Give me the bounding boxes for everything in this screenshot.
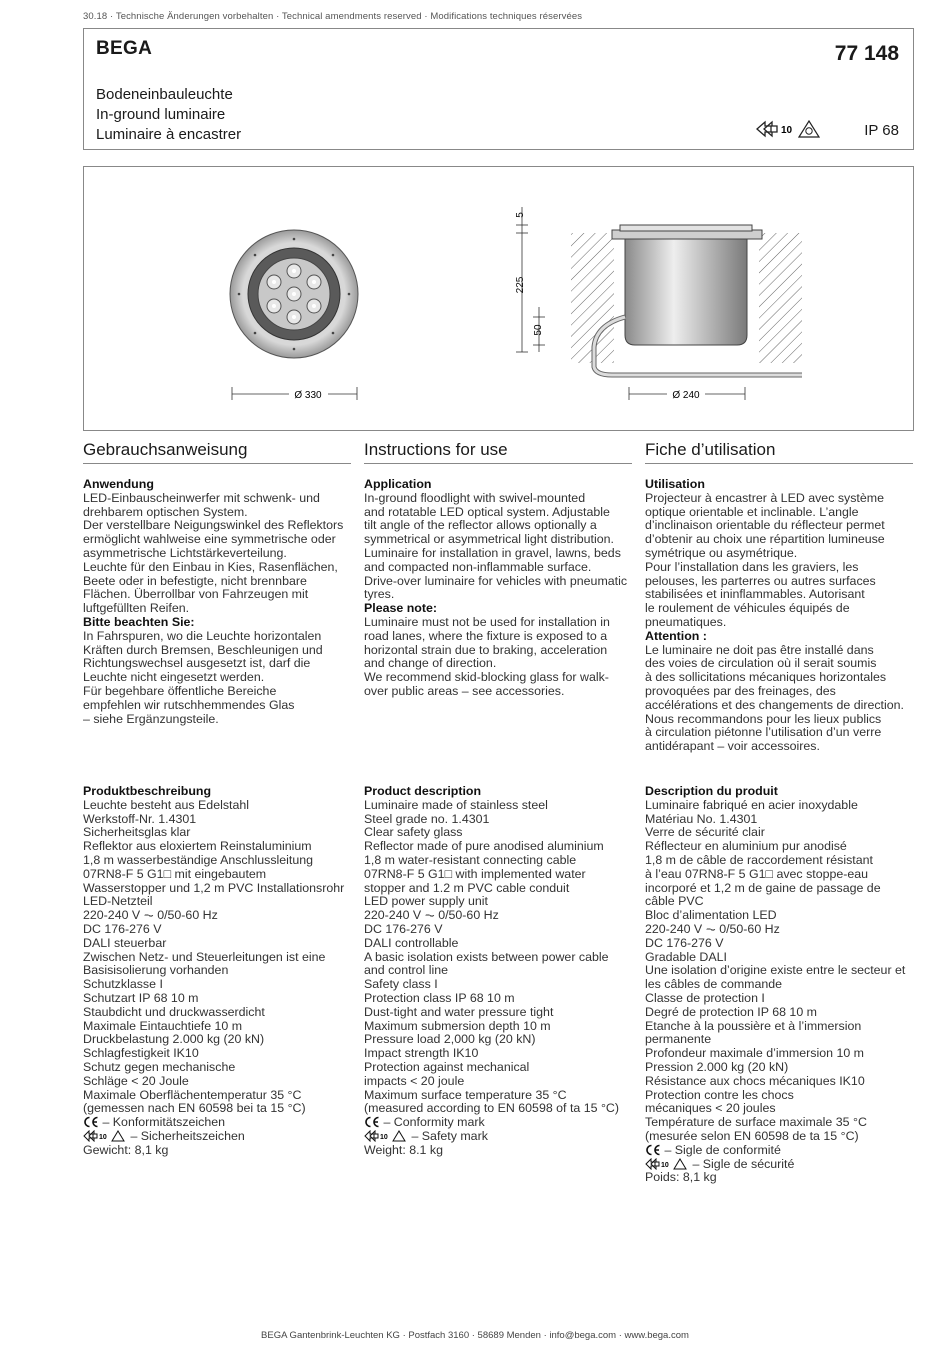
- text-line: 1,8 m wasserbeständige Anschlussleitung: [83, 852, 314, 867]
- text-line: Basisisolierung vorhanden: [83, 963, 229, 978]
- technical-drawing: [83, 166, 914, 431]
- text-line: horizontal strain due to braking, acceleration: [364, 642, 608, 657]
- text-line: In-ground floodlight with swivel-mounted: [364, 490, 586, 505]
- product-description-de: [83, 785, 363, 1158]
- text-line: Schlagfestigkeit IK10: [83, 1046, 199, 1061]
- text-line: Luminaire made of stainless steel: [364, 797, 548, 812]
- top-note: 30.18 · Technische Änderungen vorbehalten · Technical amendments reserved · Modifications techniques réservées: [83, 11, 583, 22]
- instructions-en: [364, 440, 632, 699]
- text-line: 1,8 m de câble de raccordement résistant: [645, 852, 873, 867]
- dimension-diameter-right: Ø 240: [672, 390, 700, 401]
- ce-mark-icon: [364, 1116, 380, 1128]
- text-line: Schutzklasse I: [83, 977, 163, 992]
- text-line: Maximale Eintauchtiefe 10 m: [83, 1018, 243, 1033]
- text-line: and compacted non-inflammable surface.: [364, 559, 592, 574]
- ce-mark-icon: [83, 1116, 99, 1128]
- text-line: Nous recommandons pour les lieux publics: [645, 711, 882, 726]
- text-line: – Conformity mark: [364, 1116, 644, 1130]
- instructions-text: [364, 478, 632, 699]
- text-line: Wasserstopper und 1,2 m PVC Installationsrohr: [83, 880, 345, 895]
- text-line: Staubdicht und druckwasserdicht: [83, 1004, 265, 1019]
- text-line: over public areas – see accessories.: [364, 683, 565, 698]
- text-line: optique orientable et inclinable. L’angle: [645, 504, 859, 519]
- text-line: LED power supply unit: [364, 894, 488, 909]
- text-line: Degré de protection IP 68 10 m: [645, 1004, 817, 1019]
- product-name-fr: Luminaire à encastrer: [96, 126, 242, 143]
- text-line: Drive-over luminaire for vehicles with pneumatic: [364, 573, 628, 588]
- text-line: tilt angle of the reflector allows optionally a: [364, 518, 597, 533]
- text-line: Schläge < 20 Joule: [83, 1073, 189, 1088]
- text-line: (measured according to EN 60598 of ta 15 °C): [364, 1101, 619, 1116]
- text-line: Leuchte nicht eingesetzt werden.: [83, 670, 265, 685]
- text-line: Pour l’installation dans les graviers, les: [645, 559, 859, 574]
- text-line: d’inclinaison orientable du réflecteur permet: [645, 518, 885, 533]
- ce-mark-icon: [645, 1144, 661, 1156]
- text-line: Flächen. Überrollbar von Fahrzeugen mit: [83, 587, 309, 602]
- product-description-fr: [645, 785, 925, 1185]
- section-heading: Gebrauchsanweisung: [83, 440, 351, 464]
- text-line: permanente: [645, 1032, 712, 1047]
- text-line: Zwischen Netz- und Steuerleitungen ist eine: [83, 949, 326, 964]
- section-heading: Fiche d’utilisation: [645, 440, 913, 464]
- text-line: Projecteur à encastrer à LED avec système: [645, 490, 884, 505]
- product-description-en: [364, 785, 644, 1158]
- text-line: Schutzart IP 68 10 m: [83, 990, 199, 1005]
- text-line: Pression 2.000 kg (20 kN): [645, 1059, 789, 1074]
- text-line: pneumatiques.: [645, 614, 727, 629]
- text-line: à circulation piétonne l’utilisation d’un verre: [645, 725, 882, 740]
- text-line: luftgefüllten Reifen.: [83, 601, 190, 616]
- text-line: Luminaire must not be used for installation in: [364, 614, 610, 629]
- text-line: DC 176-276 V: [364, 921, 443, 936]
- text-line: A basic isolation exists between power cable: [364, 949, 609, 964]
- brand-logo: BEGA: [96, 38, 153, 59]
- text-line: Protection class IP 68 10 m: [364, 990, 515, 1005]
- text-line: 10 – Safety mark: [364, 1130, 644, 1144]
- text-line: Verre de sécurité clair: [645, 825, 765, 840]
- safety-marks-icon: [755, 119, 821, 139]
- text-line: DC 176-276 V: [83, 921, 162, 936]
- text-line: Beete oder in befestigte, nicht brennbare: [83, 573, 307, 588]
- dimension-diameter-left: Ø 330: [294, 390, 322, 401]
- product-names: [96, 85, 241, 145]
- text-line: Résistance aux chocs mécaniques IK10: [645, 1073, 865, 1088]
- safety-mark-icon: [364, 1130, 408, 1142]
- svg-text:10: 10: [380, 1133, 388, 1141]
- text-line: Poids: 8,1 kg: [645, 1170, 717, 1185]
- svg-text:10: 10: [661, 1161, 669, 1169]
- article-number: 77 148: [834, 42, 899, 65]
- text-line: and change of direction.: [364, 656, 497, 671]
- text-line: Clear safety glass: [364, 825, 463, 840]
- text-line: Luminaire for installation in gravel, lawns, beds: [364, 545, 621, 560]
- text-line: Safety class I: [364, 977, 438, 992]
- text-line: LED-Netzteil: [83, 894, 153, 909]
- text-line: Etanche à la poussière et à l’immersion: [645, 1018, 862, 1033]
- instructions-text: [83, 478, 351, 726]
- text-line: DC 176-276 V: [645, 935, 724, 950]
- text-line: We recommend skid-blocking glass for walk-: [364, 670, 609, 685]
- text-line: Maximum surface temperature 35 °C: [364, 1087, 567, 1102]
- text-line: Schutz gegen mechanische: [83, 1059, 236, 1074]
- text-line: Für begehbare öffentliche Bereiche: [83, 683, 277, 698]
- text-line: 10 – Sicherheitszeichen: [83, 1130, 363, 1144]
- text-line: 220-240 V ⏦ 0/50-60 Hz: [83, 908, 218, 923]
- ip-rating: IP 68: [864, 122, 899, 139]
- text-line: Température de surface maximale 35 °C: [645, 1115, 867, 1130]
- top-view: [230, 230, 358, 358]
- text-line: drehbarem optischen System.: [83, 504, 248, 519]
- product-name-en: In-ground luminaire: [96, 106, 226, 123]
- text-line: Reflektor aus eloxiertem Reinstaluminium: [83, 839, 312, 854]
- dimension-top: 5: [515, 212, 526, 218]
- text-line: pelouses, les parterres ou autres surfaces: [645, 573, 876, 588]
- text-line: les câbles de commande: [645, 977, 783, 992]
- text-line: Maximum submersion depth 10 m: [364, 1018, 551, 1033]
- text-line: 220-240 V ⏦ 0/50-60 Hz: [645, 921, 780, 936]
- dimension-cable: 50: [533, 324, 544, 336]
- text-line: Maximale Oberflächentemperatur 35 °C: [83, 1087, 302, 1102]
- subheading: Application: [364, 477, 432, 491]
- text-line: ermöglicht wahlweise eine symmetrische oder: [83, 532, 336, 547]
- text-line: 07RN8-F 5 G1□ with implemented water: [364, 866, 586, 881]
- text-line: 1,8 m water-resistant connecting cable: [364, 852, 577, 867]
- text-line: asymmetrische Lichtstärkeverteilung.: [83, 545, 287, 560]
- text-line: Matériau No. 1.4301: [645, 811, 758, 826]
- text-line: symétrique ou asymétrique.: [645, 545, 798, 560]
- text-line: Weight: 8.1 kg: [364, 1142, 443, 1157]
- dimension-height: 225: [515, 276, 526, 294]
- text-line: Le luminaire ne doit pas être installé dans: [645, 642, 874, 657]
- text-line: accélérations et des changements de direction.: [645, 697, 904, 712]
- instructions-fr: [645, 440, 913, 754]
- subheading: Produktbeschreibung: [83, 784, 212, 798]
- subheading: Bitte beachten Sie:: [83, 614, 195, 629]
- text-line: and control line: [364, 963, 449, 978]
- safety-mark-icon: [83, 1130, 127, 1142]
- text-line: Gewicht: 8,1 kg: [83, 1142, 169, 1157]
- text-line: à des sollicitations mécaniques horizontales: [645, 670, 887, 685]
- section-view: [571, 225, 802, 375]
- text-line: stabilisées et ininflammables. Autorisant: [645, 587, 865, 602]
- text-line: impacts < 20 joule: [364, 1073, 465, 1088]
- section-heading: Instructions for use: [364, 440, 632, 464]
- text-line: and rotatable LED optical system. Adjustable: [364, 504, 610, 519]
- text-line: Steel grade no. 1.4301: [364, 811, 490, 826]
- text-line: mécaniques < 20 joules: [645, 1101, 776, 1116]
- text-line: Leuchte für den Einbau in Kies, Rasenflächen,: [83, 559, 338, 574]
- text-line: Richtungswechsel ausgesetzt ist, darf die: [83, 656, 311, 671]
- product-name-de: Bodeneinbauleuchte: [96, 86, 233, 103]
- text-line: Luminaire fabriqué en acier inoxydable: [645, 797, 858, 812]
- text-line: 220-240 V ⏦ 0/50-60 Hz: [364, 908, 499, 923]
- text-line: câble PVC: [645, 894, 704, 909]
- subheading: Please note:: [364, 601, 437, 616]
- text-line: Werkstoff-Nr. 1.4301: [83, 811, 197, 826]
- text-line: antidérapant – voir accessoires.: [645, 739, 820, 754]
- text-line: road lanes, where the fixture is exposed to a: [364, 628, 608, 643]
- text-line: Dust-tight and water pressure tight: [364, 1004, 554, 1019]
- footer-address: BEGA Gantenbrink-Leuchten KG · Postfach 3160 · 58689 Menden · info@bega.com · www.bega.com: [261, 1330, 689, 1341]
- text-line: Protection against mechanical: [364, 1059, 530, 1074]
- text-line: Bloc d’alimentation LED: [645, 908, 777, 923]
- subheading: Utilisation: [645, 477, 705, 491]
- text-line: Leuchte besteht aus Edelstahl: [83, 797, 250, 812]
- text-line: Druckbelastung 2.000 kg (20 kN): [83, 1032, 265, 1047]
- safety-mark-icon: [645, 1158, 689, 1170]
- text-line: incorporé et 1,2 m de gaine de passage de: [645, 880, 881, 895]
- text-line: Classe de protection I: [645, 990, 765, 1005]
- text-line: Gradable DALI: [645, 949, 727, 964]
- svg-text:10: 10: [99, 1133, 107, 1141]
- text-line: – siehe Ergänzungsteile.: [83, 711, 219, 726]
- text-line: Une isolation d’origine existe entre le secteur et: [645, 963, 906, 978]
- text-line: Kräften durch Bremsen, Beschleunigen und: [83, 642, 323, 657]
- text-line: LED-Einbauscheinwerfer mit schwenk- und: [83, 490, 320, 505]
- text-line: 10 – Sigle de sécurité: [645, 1158, 925, 1172]
- text-line: Der verstellbare Neigungswinkel des Reflektors: [83, 518, 344, 533]
- text-line: stopper and 1.2 m PVC cable conduit: [364, 880, 570, 895]
- text-line: – Konformitätszeichen: [83, 1116, 363, 1130]
- subheading: Product description: [364, 784, 482, 798]
- text-line: DALI steuerbar: [83, 935, 167, 950]
- text-line: le roulement de véhicules équipés de: [645, 601, 850, 616]
- text-line: à l’eau 07RN8-F 5 G1□ avec stoppe-eau: [645, 866, 869, 881]
- text-line: Protection contre les chocs: [645, 1087, 794, 1102]
- text-line: Reflector made of pure anodised aluminium: [364, 839, 604, 854]
- text-line: provoquées par des freinages, des: [645, 683, 836, 698]
- text-line: – Sigle de conformité: [645, 1144, 925, 1158]
- text-line: symmetrical or asymmetrical light distribution.: [364, 532, 614, 547]
- header-box: [83, 28, 914, 150]
- subheading: Attention :: [645, 628, 707, 643]
- text-line: In Fahrspuren, wo die Leuchte horizontalen: [83, 628, 322, 643]
- text-line: DALI controllable: [364, 935, 459, 950]
- instructions-text: [645, 478, 913, 754]
- instructions-de: [83, 440, 351, 726]
- text-line: Impact strength IK10: [364, 1046, 479, 1061]
- drawing-svg: [84, 167, 913, 430]
- subheading: Description du produit: [645, 784, 778, 798]
- text-line: 07RN8-F 5 G1□ mit eingebautem: [83, 866, 267, 881]
- safety-mark-number: 10: [781, 125, 793, 136]
- text-line: Profondeur maximale d’immersion 10 m: [645, 1046, 864, 1061]
- text-line: Pressure load 2,000 kg (20 kN): [364, 1032, 536, 1047]
- text-line: des voies de circulation où il serait soumis: [645, 656, 877, 671]
- text-line: Sicherheitsglas klar: [83, 825, 191, 840]
- subheading: Anwendung: [83, 477, 154, 491]
- text-line: tyres.: [364, 587, 395, 602]
- text-line: Réflecteur en aluminium pur anodisé: [645, 839, 847, 854]
- text-line: empfehlen wir rutschhemmendes Glas: [83, 697, 295, 712]
- text-line: d’obtenir au choix une répartition lumineuse: [645, 532, 885, 547]
- text-line: (gemessen nach EN 60598 bei ta 15 °C): [83, 1101, 306, 1116]
- text-line: (mesurée selon EN 60598 de ta 15 °C): [645, 1128, 859, 1143]
